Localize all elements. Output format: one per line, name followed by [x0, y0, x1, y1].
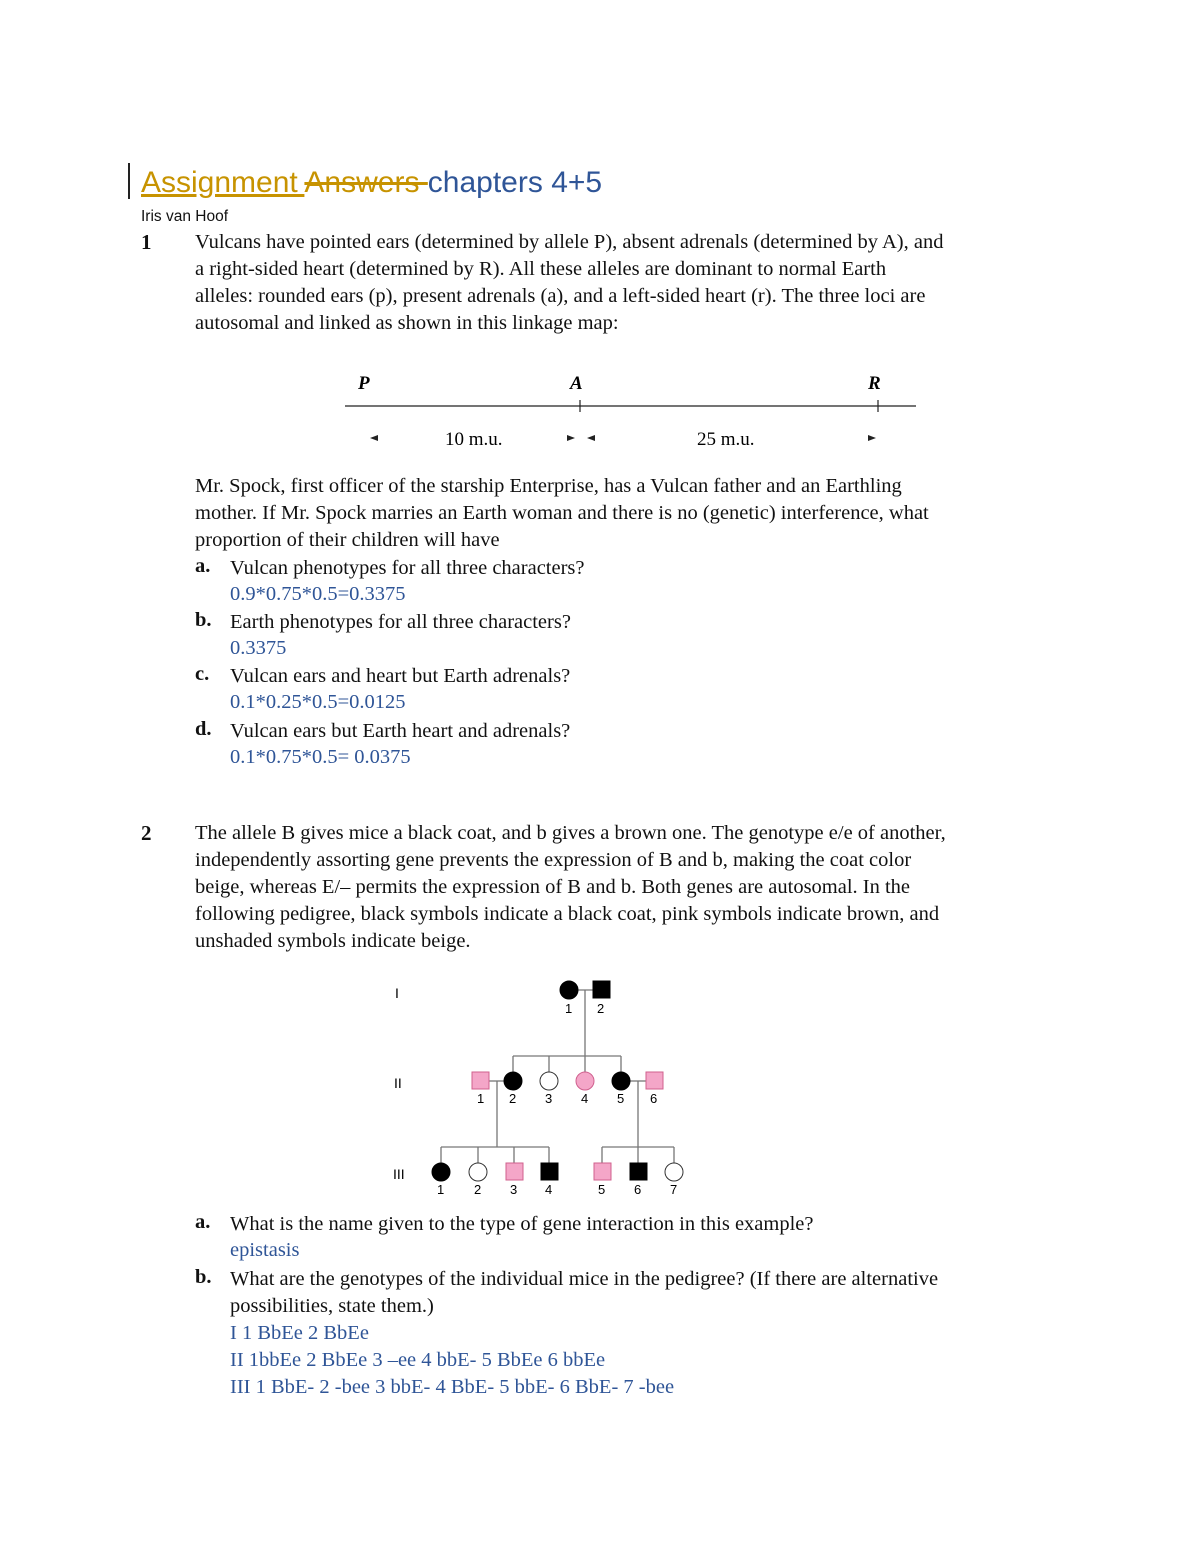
individual-ii-5-circle [612, 1072, 630, 1090]
part-answer: 0.1*0.75*0.5= 0.0375 [230, 746, 411, 768]
individual-ii-1-square [472, 1072, 489, 1089]
distance-a-r-label: 25 m.u. [697, 429, 755, 450]
individual-iii-2-label: 2 [474, 1182, 482, 1197]
intro-line: Vulcans have pointed ears (determined by allele P), absent adrenals (determined by A), and [195, 231, 944, 253]
part-letter: b. [195, 609, 212, 631]
individual-ii-4-circle [576, 1072, 594, 1090]
question-1-intro [195, 229, 943, 337]
part-answer: 0.3375 [230, 637, 287, 659]
text-cursor [128, 163, 130, 199]
intro-line: The allele B gives mice a black coat, and b gives a brown one. The genotype e/e of another, [195, 822, 946, 844]
individual-iii-1-circle [432, 1163, 450, 1181]
generation-ii-label: II [394, 1075, 402, 1091]
document-title [141, 164, 602, 202]
answer-line: III 1 BbE- 2 -bee 3 bbE- 4 BbE- 5 bbE- 6 BbE- 7 -bee [230, 1376, 675, 1398]
individual-ii-1-label: 1 [477, 1091, 485, 1106]
arrow-right-icon [567, 435, 575, 441]
part-answer: epistasis [230, 1239, 300, 1261]
intro-line: unshaded symbols indicate beige. [195, 930, 471, 952]
individual-iii-2-circle [469, 1163, 487, 1181]
individual-ii-2-label: 2 [509, 1091, 517, 1106]
individual-i-2-label: 2 [597, 1001, 605, 1016]
part-letter: a. [195, 1211, 211, 1233]
pedigree-diagram [380, 970, 710, 1205]
question-line: possibilities, state them.) [230, 1295, 434, 1317]
individual-iii-5-square [594, 1163, 611, 1180]
individual-i-2-square [593, 981, 610, 998]
part-letter: c. [195, 663, 210, 685]
individual-iii-6-label: 6 [634, 1182, 642, 1197]
story-line: proportion of their children will have [195, 529, 500, 551]
part-question: Vulcan ears but Earth heart and adrenals? [230, 720, 571, 742]
locus-a-label: A [570, 373, 583, 394]
generation-i-label: I [395, 985, 399, 1001]
locus-p-label: P [358, 373, 370, 394]
individual-i-1-circle [560, 981, 578, 999]
question-2-intro [195, 820, 946, 955]
individual-iii-4-label: 4 [545, 1182, 553, 1197]
part-answer [230, 1320, 674, 1401]
q2-part-a [195, 1211, 1095, 1266]
answer-line: I 1 BbEe 2 BbEe [230, 1322, 369, 1344]
story-line: mother. If Mr. Spock marries an Earth woman and there is no (genetic) interference, what [195, 502, 929, 524]
individual-iii-4-square [541, 1163, 558, 1180]
linkage-map [330, 365, 930, 460]
individual-iii-1-label: 1 [437, 1182, 445, 1197]
locus-r-label: R [868, 373, 881, 394]
individual-iii-3-square [506, 1163, 523, 1180]
individual-ii-6-square [646, 1072, 663, 1089]
arrow-right-icon [868, 435, 876, 441]
individual-ii-5-label: 5 [617, 1091, 625, 1106]
title-inserted-text: Assignment [141, 166, 305, 199]
question-1-story [195, 473, 929, 554]
arrow-left-icon [587, 435, 595, 441]
part-question: Vulcan ears and heart but Earth adrenals? [230, 665, 571, 687]
question-2-parts [195, 1211, 1095, 1398]
intro-line: beige, whereas E/– permits the expression of B and b. Both genes are autosomal. In the [195, 876, 911, 898]
part-letter: a. [195, 555, 211, 577]
part-answer: 0.9*0.75*0.5=0.3375 [230, 583, 406, 605]
individual-iii-3-label: 3 [510, 1182, 518, 1197]
intro-line: independently assorting gene prevents the expression of B and b, making the coat color [195, 849, 912, 871]
individual-ii-6-label: 6 [650, 1091, 658, 1106]
generation-iii-label: III [393, 1166, 405, 1182]
part-question: Vulcan phenotypes for all three characters? [230, 557, 585, 579]
question-1-number: 1 [141, 230, 152, 254]
question-line: What are the genotypes of the individual mice in the pedigree? (If there are alternative [230, 1268, 939, 1290]
individual-iii-7-label: 7 [670, 1182, 678, 1197]
question-2-number: 2 [141, 821, 152, 845]
individual-ii-3-label: 3 [545, 1091, 553, 1106]
individual-iii-5-label: 5 [598, 1182, 606, 1197]
individual-iii-6-square [630, 1163, 647, 1180]
answer-line: II 1bbEe 2 BbEe 3 –ee 4 bbE- 5 BbEe 6 bbEe [230, 1349, 606, 1371]
intro-line: a right-sided heart (determined by R). All these alleles are dominant to normal Earth [195, 258, 887, 280]
individual-iii-7-circle [665, 1163, 683, 1181]
individual-ii-2-circle [504, 1072, 522, 1090]
individual-ii-4-label: 4 [581, 1091, 589, 1106]
author-name: Iris van Hoof [141, 208, 229, 225]
part-question [230, 1266, 938, 1320]
individual-ii-3-circle [540, 1072, 558, 1090]
part-letter: b. [195, 1266, 212, 1288]
arrow-left-icon [370, 435, 378, 441]
intro-line: following pedigree, black symbols indicate a black coat, pink symbols indicate brown, and [195, 903, 940, 925]
title-main-text: chapters 4+5 [427, 166, 603, 199]
part-letter: d. [195, 718, 212, 740]
individual-i-1-label: 1 [565, 1001, 573, 1016]
distance-p-a-label: 10 m.u. [445, 429, 503, 450]
story-line: Mr. Spock, first officer of the starship Enterprise, has a Vulcan father and an Earthling [195, 475, 902, 497]
part-question: What is the name given to the type of gene interaction in this example? [230, 1213, 814, 1235]
part-answer: 0.1*0.25*0.5=0.0125 [230, 691, 406, 713]
part-question: Earth phenotypes for all three characters? [230, 611, 571, 633]
intro-line: alleles: rounded ears (p), present adrenals (a), and a left-sided heart (r). The three loci are [195, 285, 926, 307]
title-deleted-text: Answers [304, 166, 428, 199]
intro-line: autosomal and linked as shown in this linkage map: [195, 312, 619, 334]
